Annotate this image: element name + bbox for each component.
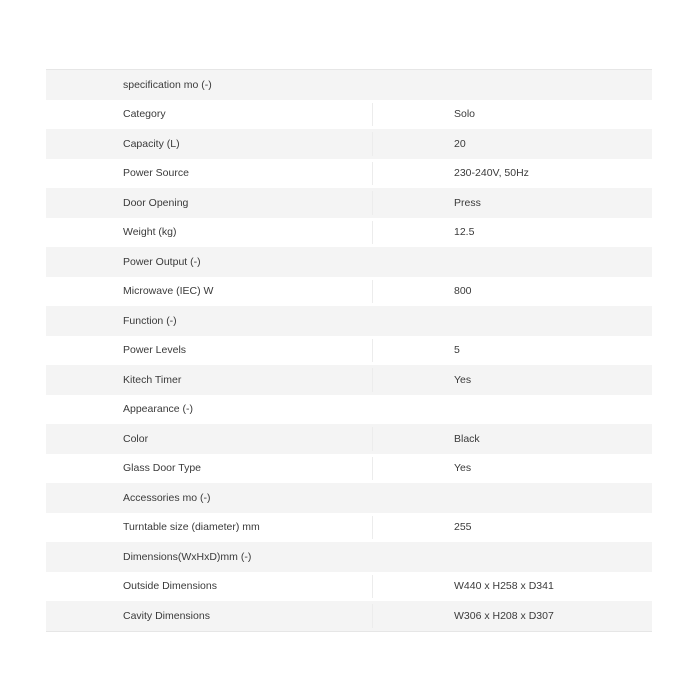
spec-value: 800 <box>454 285 472 298</box>
column-divider <box>372 457 373 481</box>
spec-row <box>46 277 652 307</box>
spec-label: Outside Dimensions <box>123 580 217 593</box>
section-header-row <box>46 395 652 425</box>
column-divider <box>372 427 373 451</box>
spec-label: Cavity Dimensions <box>123 609 210 622</box>
spec-label: Capacity (L) <box>123 137 180 150</box>
spec-row <box>46 572 652 602</box>
spec-row <box>46 336 652 366</box>
spec-label: Color <box>123 432 149 445</box>
column-divider <box>372 162 373 186</box>
spec-label: Door Opening <box>123 196 189 209</box>
spec-value: Yes <box>454 373 472 386</box>
column-divider <box>372 516 373 540</box>
spec-value: W440 x H258 x D341 <box>454 580 554 593</box>
spec-value: W306 x H208 x D307 <box>454 609 554 622</box>
spec-row <box>46 601 652 631</box>
section-title: Dimensions(WxHxD)mm (-) <box>123 550 252 563</box>
column-divider <box>372 132 373 156</box>
section-header-row <box>46 483 652 513</box>
spec-label: Weight (kg) <box>123 226 177 239</box>
column-divider <box>372 280 373 304</box>
spec-row <box>46 159 652 189</box>
spec-label: Microwave (IEC) W <box>123 285 214 298</box>
spec-row <box>46 100 652 130</box>
spec-value: Yes <box>454 462 472 475</box>
spec-value: 230-240V, 50Hz <box>454 167 529 180</box>
column-divider <box>372 604 373 628</box>
column-divider <box>372 103 373 127</box>
spec-row <box>46 365 652 395</box>
spec-value: Press <box>454 196 481 209</box>
spec-label: Turntable size (diameter) mm <box>123 521 260 534</box>
spec-label: Kitech Timer <box>123 373 182 386</box>
section-title: Power Output (-) <box>123 255 201 268</box>
spec-row <box>46 188 652 218</box>
section-title: Accessories mo (-) <box>123 491 211 504</box>
spec-value: Black <box>454 432 480 445</box>
spec-label: Category <box>123 108 166 121</box>
section-title: Appearance (-) <box>123 403 194 416</box>
spec-value: 5 <box>454 344 460 357</box>
section-header-row <box>46 247 652 277</box>
section-title: specification mo (-) <box>123 78 212 91</box>
column-divider <box>372 221 373 245</box>
spec-value: 255 <box>454 521 472 534</box>
spec-label: Power Source <box>123 167 189 180</box>
spec-row <box>46 513 652 543</box>
spec-table <box>46 69 652 632</box>
section-header-row <box>46 542 652 572</box>
spec-row <box>46 129 652 159</box>
spec-label: Power Levels <box>123 344 187 357</box>
spec-row <box>46 218 652 248</box>
column-divider <box>372 339 373 363</box>
column-divider <box>372 191 373 215</box>
spec-label: Glass Door Type <box>123 462 202 475</box>
spec-row <box>46 454 652 484</box>
spec-row <box>46 424 652 454</box>
section-header-row <box>46 70 652 100</box>
spec-value: 12.5 <box>454 226 475 239</box>
spec-value: 20 <box>454 137 466 150</box>
section-header-row <box>46 306 652 336</box>
column-divider <box>372 575 373 599</box>
section-title: Function (-) <box>123 314 177 327</box>
column-divider <box>372 368 373 392</box>
spec-value: Solo <box>454 108 476 121</box>
